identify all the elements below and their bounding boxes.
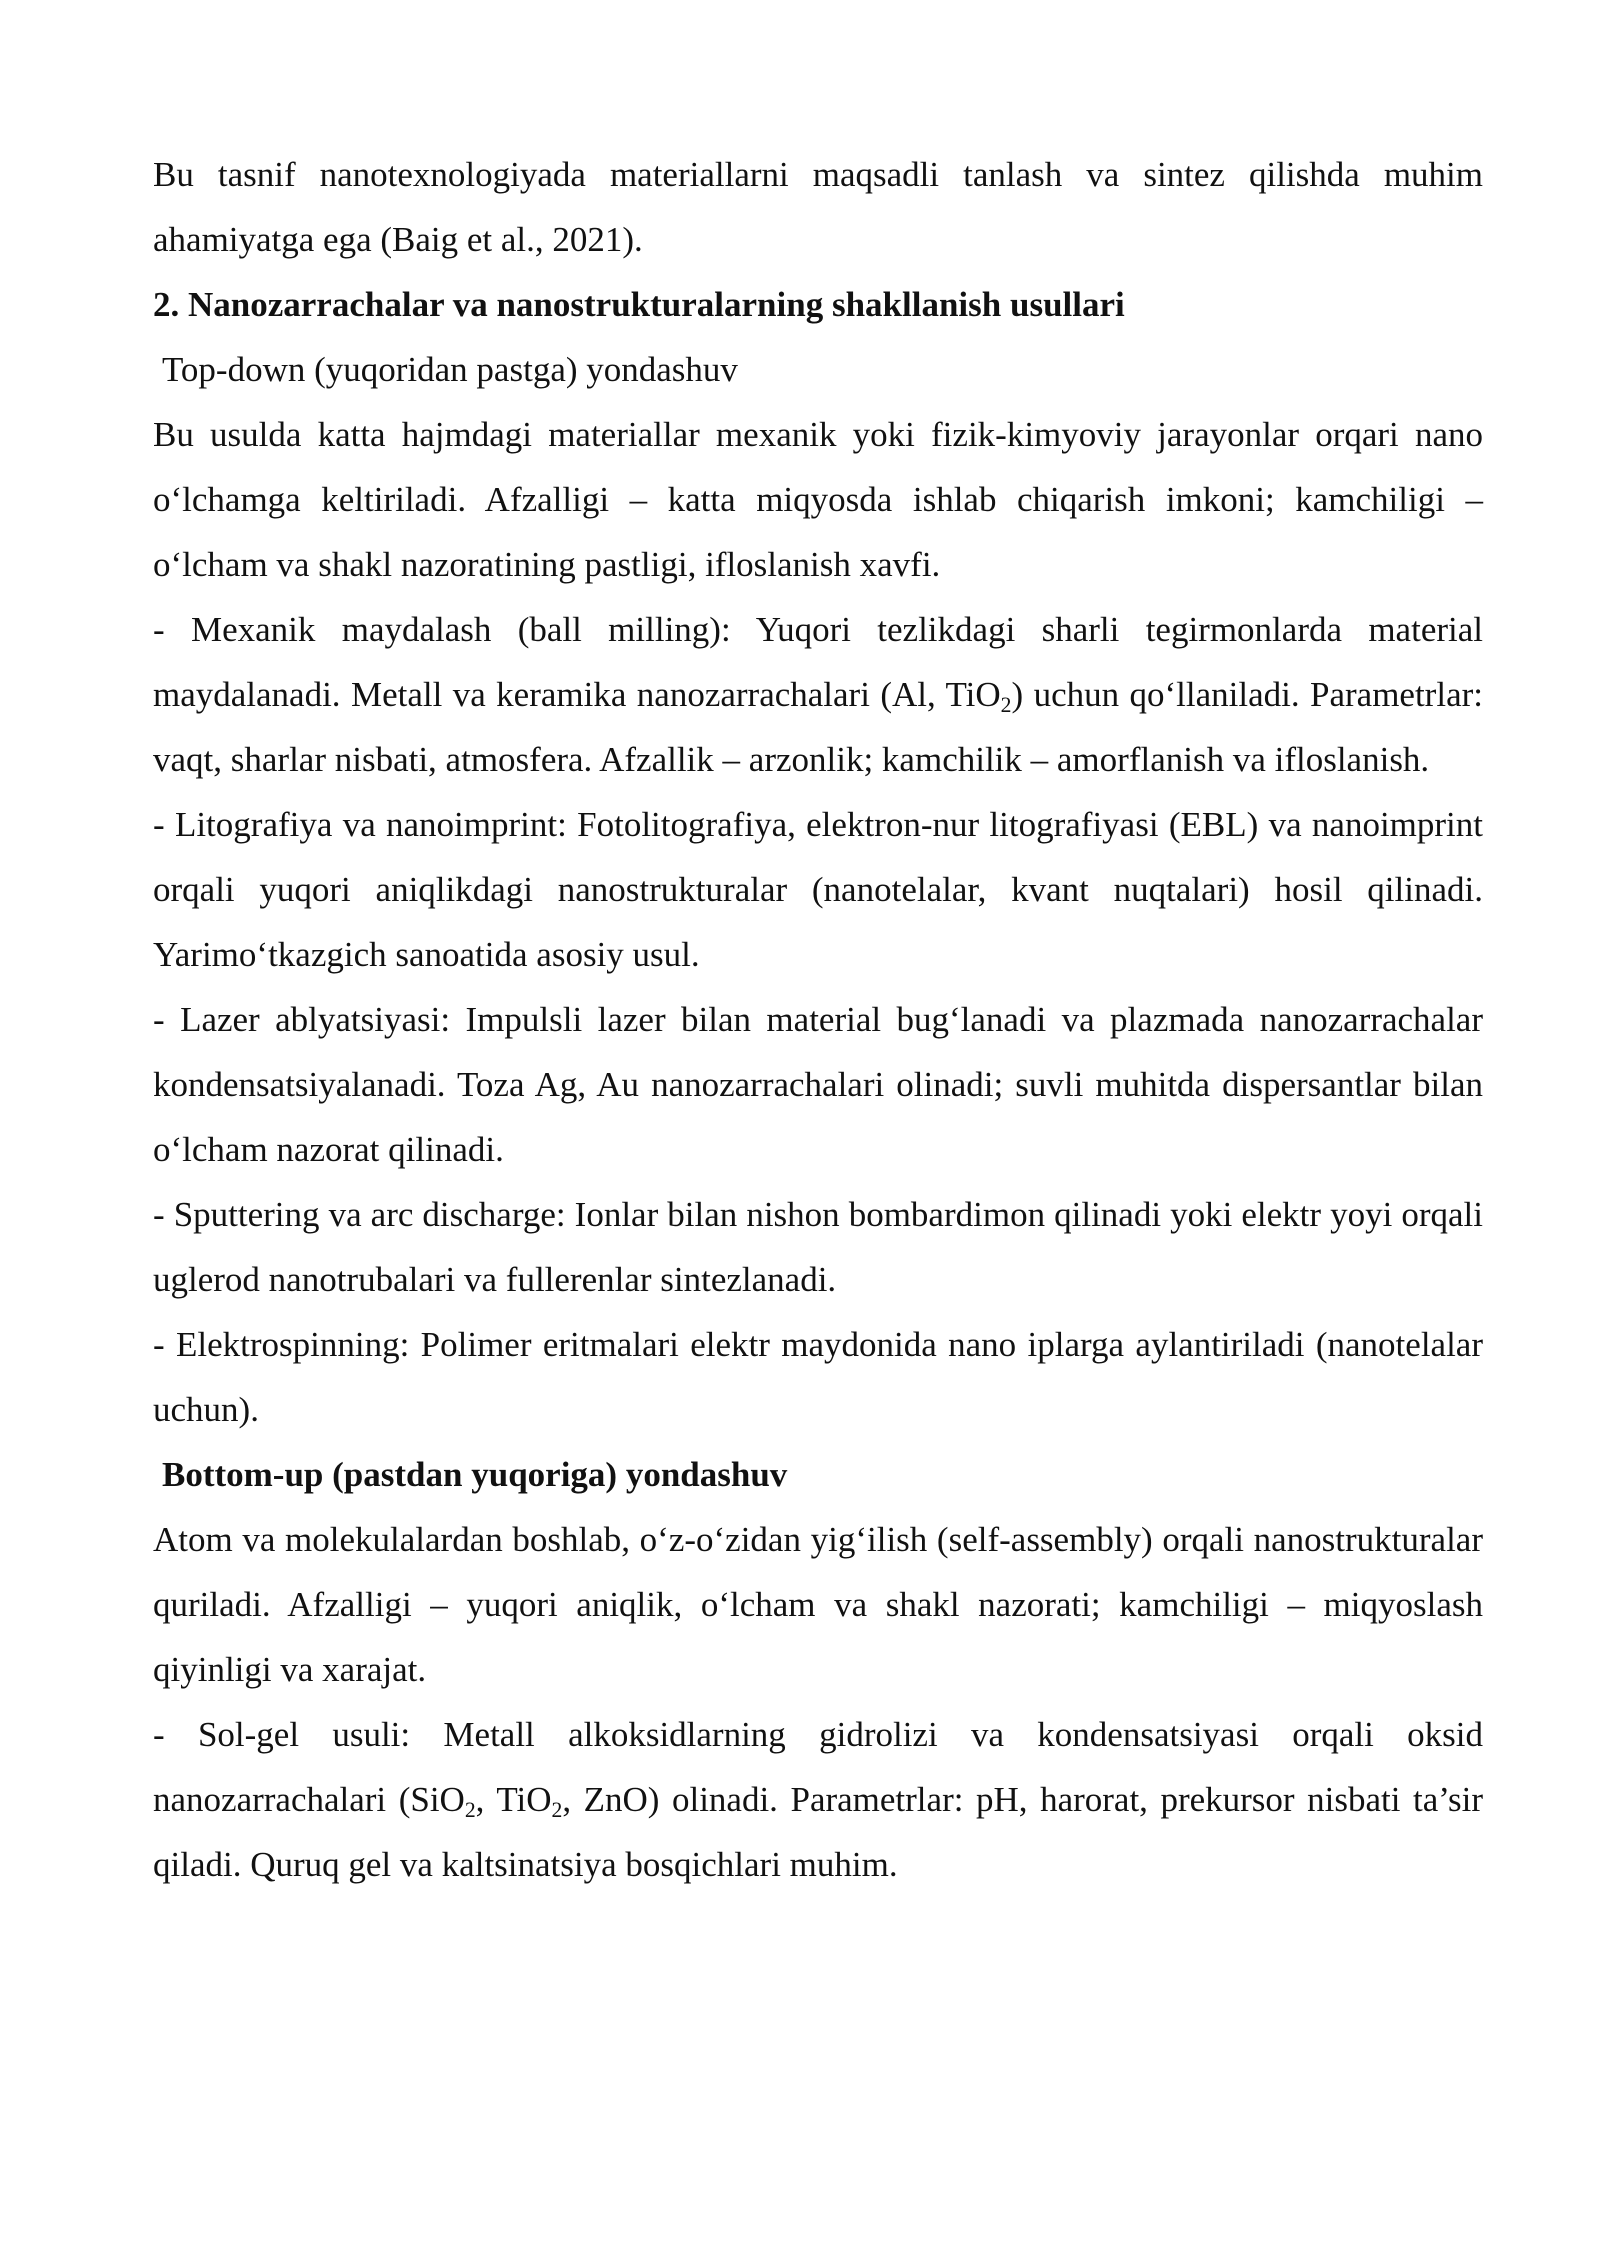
sol-gel-text-3: , ZnO) olinadi. Parametrlar: pH, harorat, prekursor nisbati ta’sir qiladi. Quruq gel va kaltsinatsiya bosqichlari muhim. [153, 1780, 1483, 1884]
laser-ablation-paragraph: - Lazer ablyatsiyasi: Impulsli lazer bilan material bug‘lanadi va plazmada nanozarrachalar kondensatsiyalanadi. Toza Ag, Au nanozarrachalari olinadi; suvli muhitda dispersantlar bilan o‘lcham nazorat qilinadi. [153, 1000, 1483, 1169]
ball-milling-text-1: - Mexanik maydalash (ball milling): Yuqori tezlikdagi sharli tegirmonlarda material maydalanadi. Metall va keramika nanozarrachalari (Al, TiO [153, 610, 1483, 714]
ball-milling-subscript: 2 [1000, 693, 1012, 718]
bottom-up-intro: Atom va molekulalardan boshlab, o‘z-o‘zidan yig‘ilish (self-assembly) orqali nanostrukturalar quriladi. Afzalligi – yuqori aniqlik, o‘lcham va shakl nazorati; kamchiligi – miqyoslash qiyinligi va xarajat. [153, 1520, 1483, 1689]
sol-gel-paragraph [153, 1702, 1483, 1897]
ball-milling-text-2: ) uchun qo‘llaniladi. Parametrlar: vaqt, sharlar nisbati, atmosfera. Afzallik – arzonlik; kamchilik – amorflanish va ifloslanish. [153, 675, 1483, 779]
bottom-up-heading: Bottom-up (pastdan yuqoriga) yondashuv [162, 1455, 788, 1494]
lithography-paragraph: - Litografiya va nanoimprint: Fotolitografiya, elektron-nur litografiyasi (EBL) va nanoimprint orqali yuqori aniqlikdagi nanostrukturalar (nanotelalar, kvant nuqtalari) hosil qilinadi. Yarimo‘tkazgich sanoatida asosiy usul. [153, 805, 1483, 974]
sol-gel-subscript-2: 2 [551, 1798, 563, 1823]
electrospinning-paragraph: - Elektrospinning: Polimer eritmalari elektr maydonida nano iplarga aylantiriladi (nanotelalar uchun). [153, 1325, 1483, 1429]
document-page [153, 142, 1483, 1897]
top-down-heading: Top-down (yuqoridan pastga) yondashuv [162, 350, 738, 389]
ball-milling-paragraph [153, 597, 1483, 792]
section-heading: 2. Nanozarrachalar va nanostrukturalarning shakllanish usullari [153, 285, 1125, 324]
intro-paragraph: Bu tasnif nanotexnologiyada materiallarni maqsadli tanlash va sintez qilishda muhim ahamiyatga ega (Baig et al., 2021). [153, 155, 1483, 259]
sol-gel-subscript-1: 2 [464, 1798, 476, 1823]
top-down-intro: Bu usulda katta hajmdagi materiallar mexanik yoki fizik-kimyoviy jarayonlar orqari nano o‘lchamga keltiriladi. Afzalligi – katta miqyosda ishlab chiqarish imkoni; kamchiligi – o‘lcham va shakl nazoratining pastligi, ifloslanish xavfi. [153, 415, 1483, 584]
sol-gel-text-2: , TiO [475, 1780, 552, 1819]
sputtering-paragraph: - Sputtering va arc discharge: Ionlar bilan nishon bombardimon qilinadi yoki elektr yoyi orqali uglerod nanotrubalari va fullerenlar sintezlanadi. [153, 1195, 1483, 1299]
sol-gel-text-1: - Sol-gel usuli: Metall alkoksidlarning gidrolizi va kondensatsiyasi orqali oksid nanozarrachalari (SiO [153, 1715, 1483, 1819]
